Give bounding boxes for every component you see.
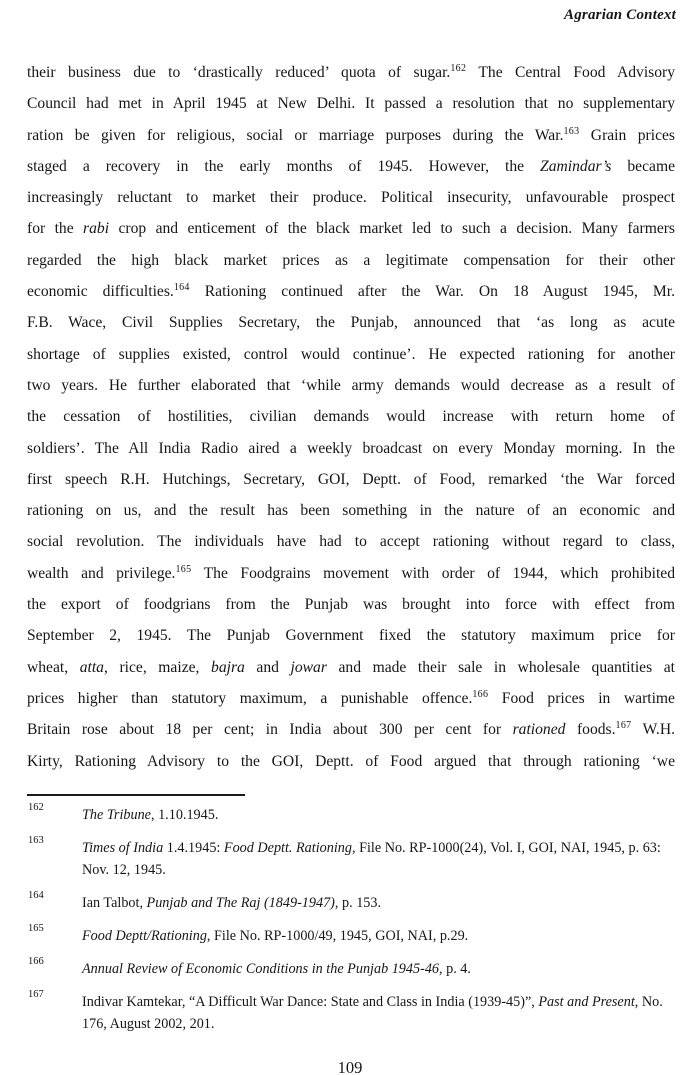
text-run: crop and enticement of the black market led to such a decision. Many farmers <box>109 220 675 238</box>
page-header: Agrarian Context <box>564 7 676 23</box>
body-text-line <box>27 652 675 683</box>
text-run: ration be given for religious, social or marriage purposes during the War. <box>27 126 564 144</box>
text-run: September 2, 1945. The Punjab Government fixed the statutory maximum price for <box>27 627 675 645</box>
text-run: and <box>244 658 291 676</box>
text-run: for the <box>27 220 84 238</box>
text-run: rationing on us, and the result has been something in the nature of an economic and <box>27 502 675 520</box>
emphasized-text: Annual Review of Economic Conditions in the Punjab 1945-46 <box>82 961 440 977</box>
body-text-line <box>27 57 675 88</box>
text-run: staged a recovery in the early months of 1945. However, the <box>27 157 541 175</box>
body-text-line <box>27 245 675 276</box>
body-text-line <box>27 620 675 651</box>
text-run: , No. 176, August 2002, 201. <box>82 994 663 1032</box>
text-run: Kirty, Rationing Advisory to the GOI, Deptt. of Food argued that through rationing ‘we <box>27 752 675 770</box>
text-run: , File No. RP-1000/49, 1945, GOI, NAI, p.29. <box>206 928 469 944</box>
text-run: the cessation of hostilities, civilian demands would increase with return home of <box>27 408 675 426</box>
body-text-line <box>27 558 675 589</box>
text-run: foods. <box>565 721 616 739</box>
footnote-item <box>27 925 677 947</box>
text-run: The Foodgrains movement with order of 1944, which prohibited <box>191 564 675 582</box>
footnote-item <box>27 804 677 826</box>
text-run: and made their sale in wholesale quantities at <box>326 658 675 676</box>
body-text-line <box>27 370 675 401</box>
body-text-line <box>27 714 675 745</box>
footnotes <box>27 804 677 1046</box>
body-text-line <box>27 182 675 213</box>
text-run: Rationing continued after the War. On 18 August 1945, Mr. <box>189 283 675 301</box>
emphasized-text: Food Deptt. Rationing <box>223 840 352 856</box>
footnote-item <box>27 958 677 980</box>
footnote-marker: 167 <box>28 989 44 1000</box>
emphasized-text: Zamindar’s <box>540 157 612 175</box>
footnote-marker: 166 <box>28 956 44 967</box>
text-run: Council had met in April 1945 at New Delhi. It passed a resolution that no supplementary <box>27 95 675 113</box>
emphasized-text: Punjab and The Raj (1849-1947) <box>146 895 335 911</box>
body-text <box>27 57 675 777</box>
text-run: soldiers’. The All India Radio aired a weekly broadcast on every Monday morning. In the <box>27 439 675 457</box>
body-text-line <box>27 307 675 338</box>
text-run: 1.4.1945: <box>163 840 224 856</box>
text-run: the export of foodgrians from the Punjab was brought into force with effect from <box>27 596 675 614</box>
text-run: first speech R.H. Hutchings, Secretary, GOI, Deptt. of Food, remarked ‘the War forced <box>27 470 675 488</box>
footnote-text <box>82 804 677 826</box>
footnote-text <box>82 892 677 914</box>
emphasized-text: rationed <box>512 721 566 739</box>
text-run: F.B. Wace, Civil Supplies Secretary, the Punjab, announced that ‘as long as acute <box>27 314 675 332</box>
footnote-marker: 164 <box>28 890 44 901</box>
emphasized-text: rabi <box>83 220 110 238</box>
emphasized-text: The Tribune <box>82 807 151 823</box>
body-text-line <box>27 339 675 370</box>
footnote-item <box>27 892 677 914</box>
footnote-marker: 163 <box>28 835 44 846</box>
footnote-text <box>82 991 677 1035</box>
text-run: The Central Food Advisory <box>466 64 675 81</box>
body-text-line <box>27 746 675 777</box>
text-run: increasingly reluctant to market their produce. Political insecurity, unfavourable prospect <box>27 189 675 207</box>
text-run: Indivar Kamtekar, “A Difficult War Dance: State and Class in India (1939-45)”, <box>82 994 539 1010</box>
footnote-ref: 166 <box>472 688 489 700</box>
footnote-item <box>27 991 677 1035</box>
body-text-line <box>27 151 675 182</box>
text-run: two years. He further elaborated that ‘while army demands would decrease as a result of <box>27 376 675 394</box>
footnote-ref: 167 <box>615 720 632 732</box>
text-run: Food prices in wartime <box>488 689 675 707</box>
emphasized-text: jowar <box>290 658 327 676</box>
footnote-ref: 163 <box>563 125 580 137</box>
emphasized-text: Food Deptt/Rationing <box>82 928 207 944</box>
footnote-ref: 165 <box>175 563 192 575</box>
footnote-text <box>82 925 677 947</box>
footnote-text <box>82 958 677 980</box>
text-run: Ian Talbot, <box>82 895 147 911</box>
text-run: became <box>611 157 675 175</box>
text-run: economic difficulties. <box>27 283 174 301</box>
body-text-line <box>27 683 675 714</box>
footnote-separator <box>27 794 245 796</box>
text-run: W.H. <box>631 721 675 739</box>
text-run: Britain rose about 18 per cent; in India about 300 per cent for <box>27 721 513 739</box>
emphasized-text: atta <box>79 658 104 676</box>
text-run: prices higher than statutory maximum, a punishable offence. <box>27 689 473 707</box>
text-run: regarded the high black market prices as a legitimate compensation for their other <box>27 251 675 269</box>
footnote-marker: 165 <box>28 923 44 934</box>
text-run: wealth and privilege. <box>27 564 176 582</box>
body-text-line <box>27 495 675 526</box>
body-text-line <box>27 464 675 495</box>
text-run: , File No. RP-1000(24), Vol. I, GOI, NAI, 1945, p. 63: Nov. 12, 1945. <box>82 840 661 878</box>
text-run: social revolution. The individuals have had to accept rationing without regard to class, <box>27 533 675 551</box>
footnote-text <box>82 837 677 881</box>
body-text-line <box>27 88 675 119</box>
text-run: wheat, <box>27 658 80 676</box>
text-run: , rice, maize, <box>103 658 212 676</box>
footnote-ref: 164 <box>173 282 190 294</box>
text-run: , p. 4. <box>439 961 471 977</box>
text-run: Grain prices <box>579 126 675 144</box>
emphasized-text: Past and Present <box>538 994 635 1010</box>
body-text-line <box>27 589 675 620</box>
text-run: , 1.10.1945. <box>150 807 219 823</box>
text-run: their business due to ‘drastically reduced’ quota of sugar. <box>27 64 451 81</box>
emphasized-text: bajra <box>211 658 245 676</box>
body-text-line <box>27 276 675 307</box>
body-text-line <box>27 213 675 244</box>
footnote-marker: 162 <box>28 802 44 813</box>
footnote-ref: 162 <box>450 63 467 74</box>
text-run: , p. 153. <box>334 895 382 911</box>
body-text-line <box>27 433 675 464</box>
footnote-item <box>27 837 677 881</box>
body-text-line <box>27 120 675 151</box>
page-number: 109 <box>337 1058 363 1075</box>
emphasized-text: Times of India <box>82 840 164 856</box>
body-text-line <box>27 401 675 432</box>
body-text-line <box>27 526 675 557</box>
text-run: shortage of supplies existed, control would continue’. He expected rationing for another <box>27 345 675 363</box>
